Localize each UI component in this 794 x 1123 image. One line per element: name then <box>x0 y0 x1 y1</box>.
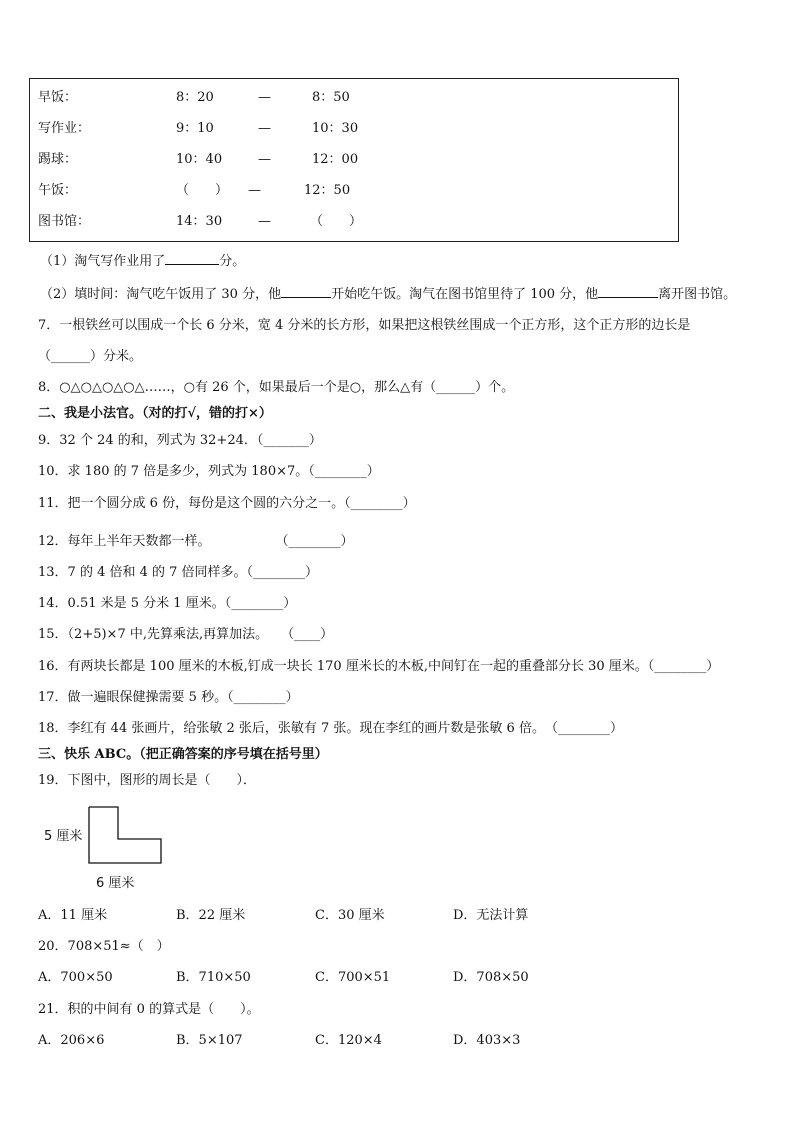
judge-question: 17．做一遍眼保健操需要 5 秒。（________） <box>38 690 299 705</box>
judge-question: 16．有两块长都是 100 厘米的木板,钉成一块长 170 厘米长的木板,中间钉在一起的重叠部分长 30 厘米。（________） <box>38 659 720 674</box>
judge-question: 13．7 的 4 倍和 4 的 7 倍同样多。（________） <box>38 565 319 580</box>
judge-question: 10．求 180 的 7 倍是多少，列式为 180×7。（________） <box>38 464 380 479</box>
option-a[interactable]: A．11 厘米 <box>38 908 108 923</box>
schedule-activity: 踢球： <box>38 152 78 167</box>
schedule-dash: — <box>258 90 271 105</box>
schedule-dash: — <box>258 214 271 229</box>
schedule-start: 14：30 <box>176 214 223 229</box>
judge-question: 18．李红有 44 张画片，给张敏 2 张后，张敏有 7 张。现在李红的画片数是张敏 6 倍。 （________） <box>38 721 623 736</box>
l-shape-figure <box>88 806 164 866</box>
schedule-start: 10：40 <box>176 152 223 167</box>
q2-part-a: （2）填时间：淘气吃午饭用了 30 分，他 <box>40 287 282 302</box>
schedule-end: 12：50 <box>304 183 351 198</box>
option-c[interactable]: C．120×4 <box>315 1033 382 1048</box>
schedule-activity: 早饭： <box>38 90 78 105</box>
sub-question-2 <box>40 283 736 302</box>
sub-question-1 <box>40 250 245 269</box>
schedule-dash: — <box>258 152 271 167</box>
judge-question: 11．把一个圆分成 6 份，每份是这个圆的六分之一。（________） <box>38 496 416 511</box>
q1-prefix: （1）淘气写作业用了 <box>40 254 166 269</box>
judge-question: 14．0.51 米是 5 分米 1 厘米。（________） <box>38 596 297 611</box>
option-b[interactable]: B．22 厘米 <box>176 908 246 923</box>
option-a[interactable]: A．206×6 <box>38 1033 105 1048</box>
q1-suffix: 分。 <box>219 254 246 269</box>
schedule-end: （ ） <box>310 214 363 229</box>
option-d[interactable]: D．403×3 <box>453 1033 521 1048</box>
question-7-line2: （______）分米。 <box>38 349 143 364</box>
q2-part-b: 开始吃午饭。淘气在图书馆里待了 100 分，他 <box>331 287 599 302</box>
question-21-stem: 21．积的中间有 0 的算式是（ ）。 <box>38 1002 260 1017</box>
option-c[interactable]: C．700×51 <box>315 970 391 985</box>
judge-question: 15．（2+5)×7 中,先算乘法,再算加法。 （____） <box>38 627 334 642</box>
schedule-end: 10：30 <box>312 121 359 136</box>
judge-question: 12．每年上半年天数都一样。 （________） <box>38 534 354 549</box>
schedule-start: 8：20 <box>176 90 214 105</box>
schedule-dash: — <box>258 121 271 136</box>
judge-question: 9．32 个 24 的和，列式为 32+24．（_______） <box>38 433 322 448</box>
option-d[interactable]: D．708×50 <box>453 970 529 985</box>
schedule-dash: — <box>248 183 261 198</box>
schedule-table <box>29 78 679 242</box>
section-heading: 三、快乐 ABC。（把正确答案的序号填在括号里） <box>38 747 328 762</box>
answer-blank[interactable] <box>281 285 331 298</box>
schedule-start: 9：10 <box>176 121 214 136</box>
figure-label-width: 6 厘米 <box>96 876 135 891</box>
schedule-activity: 图书馆： <box>38 214 91 229</box>
option-d[interactable]: D．无法计算 <box>453 908 529 923</box>
question-8: 8．○△○△○△○△……，○有 26 个，如果最后一个是○，那么△有（______）个。 <box>38 380 515 395</box>
figure-label-height: 5 厘米 <box>44 829 83 844</box>
option-a[interactable]: A．700×50 <box>38 970 113 985</box>
option-c[interactable]: C．30 厘米 <box>315 908 385 923</box>
answer-blank[interactable] <box>598 285 658 298</box>
q2-part-c: 离开图书馆。 <box>658 287 737 302</box>
schedule-start: （ ） <box>176 183 229 198</box>
question-20-stem: 20．708×51≈（ ） <box>38 939 170 954</box>
schedule-end: 12：00 <box>312 152 359 167</box>
question-19-stem: 19．下图中，图形的周长是（ ）． <box>38 773 257 788</box>
option-b[interactable]: B．710×50 <box>176 970 251 985</box>
schedule-end: 8：50 <box>312 90 350 105</box>
option-b[interactable]: B．5×107 <box>176 1033 243 1048</box>
answer-blank[interactable] <box>165 252 219 265</box>
schedule-activity: 写作业： <box>38 121 91 136</box>
section-heading: 二、我是小法官。（对的打√，错的打×） <box>38 406 272 421</box>
question-7-line1: 7．一根铁丝可以围成一个长 6 分米，宽 4 分米的长方形，如果把这根铁丝围成一个正方形，这个正方形的边长是 <box>38 318 691 333</box>
schedule-activity: 午饭： <box>38 183 78 198</box>
